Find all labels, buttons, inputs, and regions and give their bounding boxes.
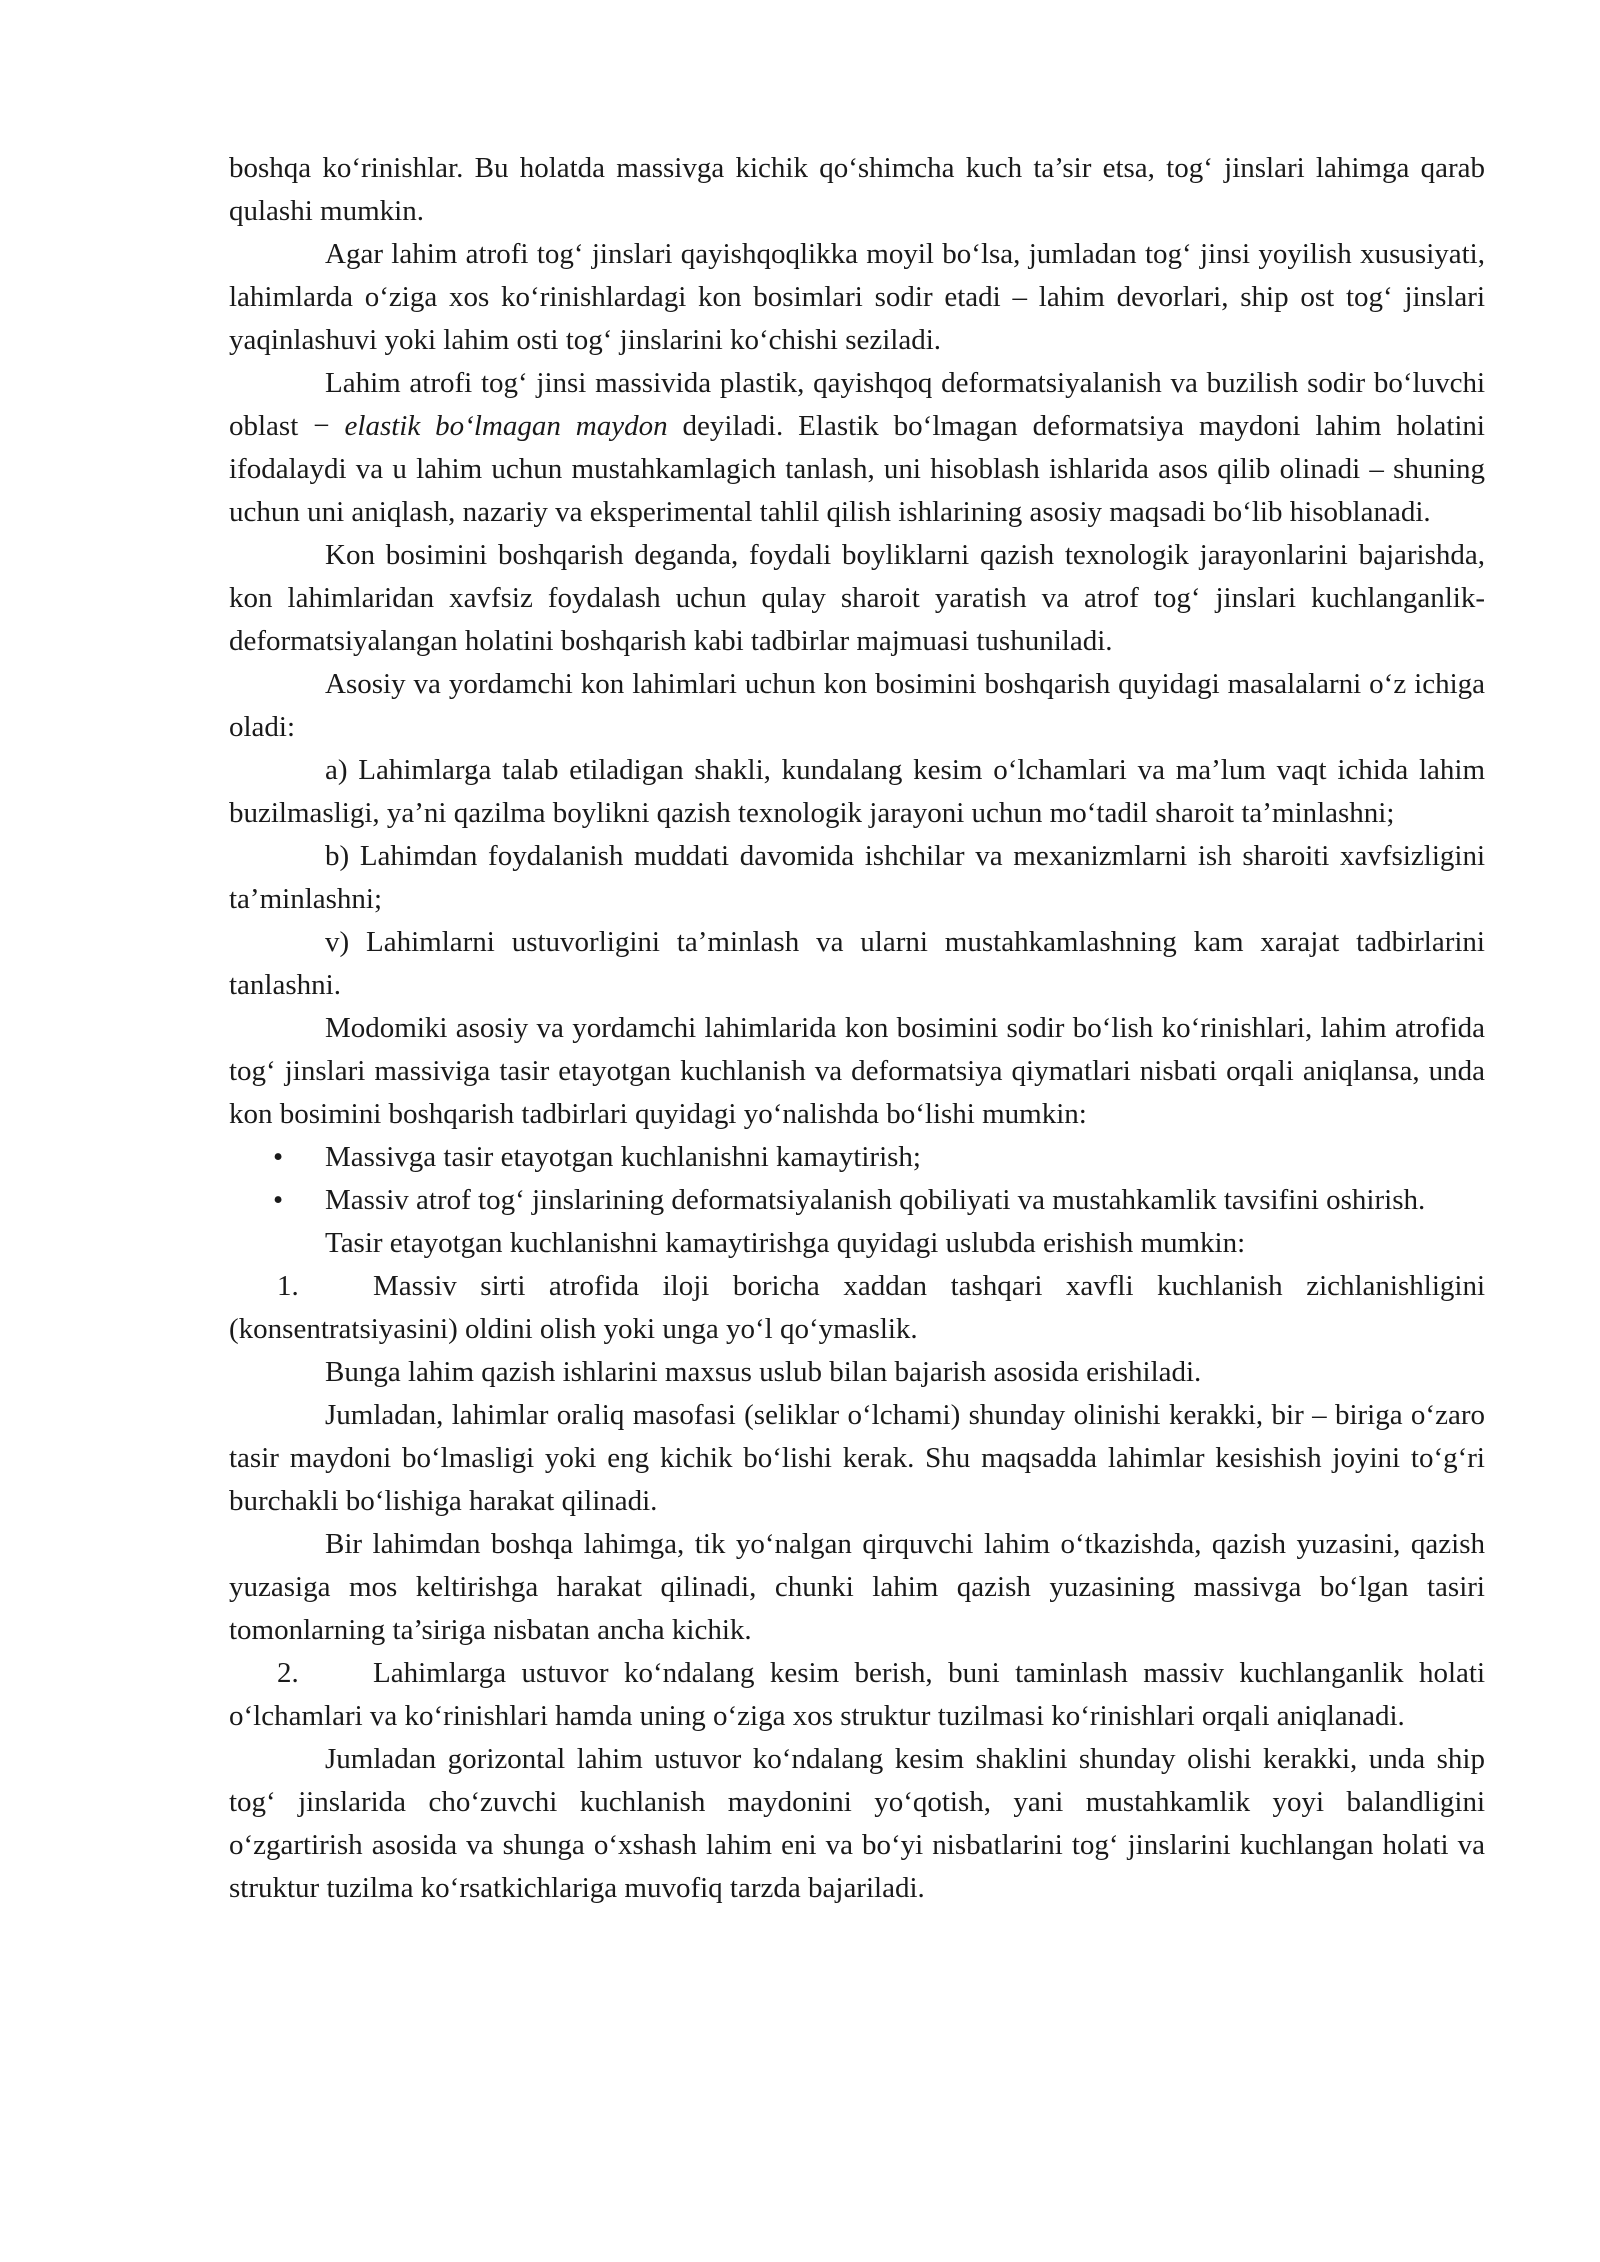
numbered-item [229,1652,1485,1738]
paragraph-with-term [229,362,1485,534]
item-number: 1. [277,1270,299,1302]
bullet-text: Massiv atrof tog‘ jinslarining deformatsiyalanish qobiliyati va mustahkamlik tavsifini oshirish. [325,1184,1426,1216]
paragraph: Bunga lahim qazish ishlarini maxsus uslub bilan bajarish asosida erishiladi. [325,1356,1202,1388]
item-number: 2. [277,1657,299,1689]
paragraph-text: Lahim atrofi tog‘ jinsi massivida plastik, qayishqoq deformatsiyalanish va buzilish sodir bo‘luvchi oblast − [229,367,1485,442]
bullet-text: Massivga tasir etayotgan kuchlanishni kamaytirish; [325,1141,921,1173]
paragraph: Jumladan, lahimlar oraliq masofasi (seliklar o‘lchami) shunday olinishi kerakki, bir – biriga o‘zaro tasir maydoni bo‘lmasligi yoki eng kichik bo‘lishi kerak. Shu maqsadda lahimlar kesishish joyini to‘g‘ri burchakli bo‘lishiga harakat qilinadi. [229,1399,1485,1517]
paragraph: Agar lahim atrofi tog‘ jinslari qayishqoqlikka moyil bo‘lsa, jumladan tog‘ jinsi yoyilish xususiyati, lahimlarda o‘ziga xos ko‘rinishlardagi kon bosimlari sodir etadi – lahim devorlari, ship ost tog‘ jinslari yaqinlashuvi yoki lahim osti tog‘ jinslarini ko‘chishi seziladi. [229,238,1485,356]
paragraph: Kon bosimini boshqarish deganda, foydali boyliklarni qazish texnologik jarayonlarini bajarishda, kon lahimlaridan xavfsiz foydalash uchun qulay sharoit yaratish va atrof tog‘ jinslari kuchlanganlik-deformatsiyalangan holatini boshqarish kabi tadbirlar majmuasi tushuniladi. [229,539,1485,657]
paragraph-text: deyiladi. Elastik bo‘lmagan deformatsiya maydoni lahim holatini ifodalaydi va u lahim uchun mustahkamlagich tanlash, uni hisoblash ishlarida asos qilib olinadi – shuning uchun uni aniqlash, nazariy va eksperimental tahlil qilish ishlarining asosiy maqsadi bo‘lib hisoblanadi. [229,410,1485,528]
bullet-icon: • [273,1184,284,1216]
numbered-text: Massiv sirti atrofida iloji boricha xaddan tashqari xavfli kuchlanish zichlanishligini (konsentratsiyasini) oldini olish yoki unga yo‘l qo‘ymaslik. [229,1270,1485,1345]
bullet-icon: • [273,1141,284,1173]
paragraph: Jumladan gorizontal lahim ustuvor ko‘ndalang kesim shaklini shunday olishi kerakki, unda ship tog‘ jinslarida cho‘zuvchi kuchlanish maydonini yo‘qotish, yani mustahkamlik yoyi balandligini o‘zgartirish asosida va shunga o‘xshash lahim eni va bo‘yi nisbatlarini tog‘ jinslarini kuchlangan holati va struktur tuzilma ko‘rsatkichlariga muvofiq tarzda bajariladi. [229,1743,1485,1904]
document-body [229,147,1485,1910]
italic-term: elastik bo‘lmagan maydon [344,410,668,442]
paragraph: boshqa ko‘rinishlar. Bu holatda massivga kichik qo‘shimcha kuch ta’sir etsa, tog‘ jinslari lahimga qarab qulashi mumkin. [229,152,1485,227]
bullet-item [229,1179,1485,1222]
bullet-item [229,1136,1485,1179]
paragraph: Asosiy va yordamchi kon lahimlari uchun kon bosimini boshqarish quyidagi masalalarni o‘z ichiga oladi: [229,668,1485,743]
list-item-a: a) Lahimlarga talab etiladigan shakli, kundalang kesim o‘lchamlari va ma’lum vaqt ichida lahim buzilmasligi, ya’ni qazilma boylikni qazish texnologik jarayoni uchun mo‘tadil sharoit ta’minlashni; [229,754,1485,829]
bullet-list [229,1136,1485,1222]
paragraph: Modomiki asosiy va yordamchi lahimlarida kon bosimini sodir bo‘lish ko‘rinishlari, lahim atrofida tog‘ jinslari massiviga tasir etayotgan kuchlanish va deformatsiya qiymatlari nisbati orqali aniqlansa, unda kon bosimini boshqarish tadbirlari quyidagi yo‘nalishda bo‘lishi mumkin: [229,1012,1485,1130]
paragraph: Bir lahimdan boshqa lahimga, tik yo‘nalgan qirquvchi lahim o‘tkazishda, qazish yuzasini, qazish yuzasiga mos keltirishga harakat qilinadi, chunki lahim qazish yuzasining massivga bo‘lgan tasiri tomonlarning ta’siriga nisbatan ancha kichik. [229,1528,1485,1646]
numbered-text: Lahimlarga ustuvor ko‘ndalang kesim berish, buni taminlash massiv kuchlanganlik holati o‘lchamlari va ko‘rinishlari hamda uning o‘ziga xos struktur tuzilmasi ko‘rinishlari orqali aniqlanadi. [229,1657,1485,1732]
numbered-item [229,1265,1485,1351]
list-item-v: v) Lahimlarni ustuvorligini ta’minlash va ularni mustahkamlashning kam xarajat tadbirlarini tanlashni. [229,926,1485,1001]
list-item-b: b) Lahimdan foydalanish muddati davomida ishchilar va mexanizmlarni ish sharoiti xavfsizligini ta’minlashni; [229,840,1485,915]
paragraph: Tasir etayotgan kuchlanishni kamaytirishga quyidagi uslubda erishish mumkin: [325,1227,1246,1259]
